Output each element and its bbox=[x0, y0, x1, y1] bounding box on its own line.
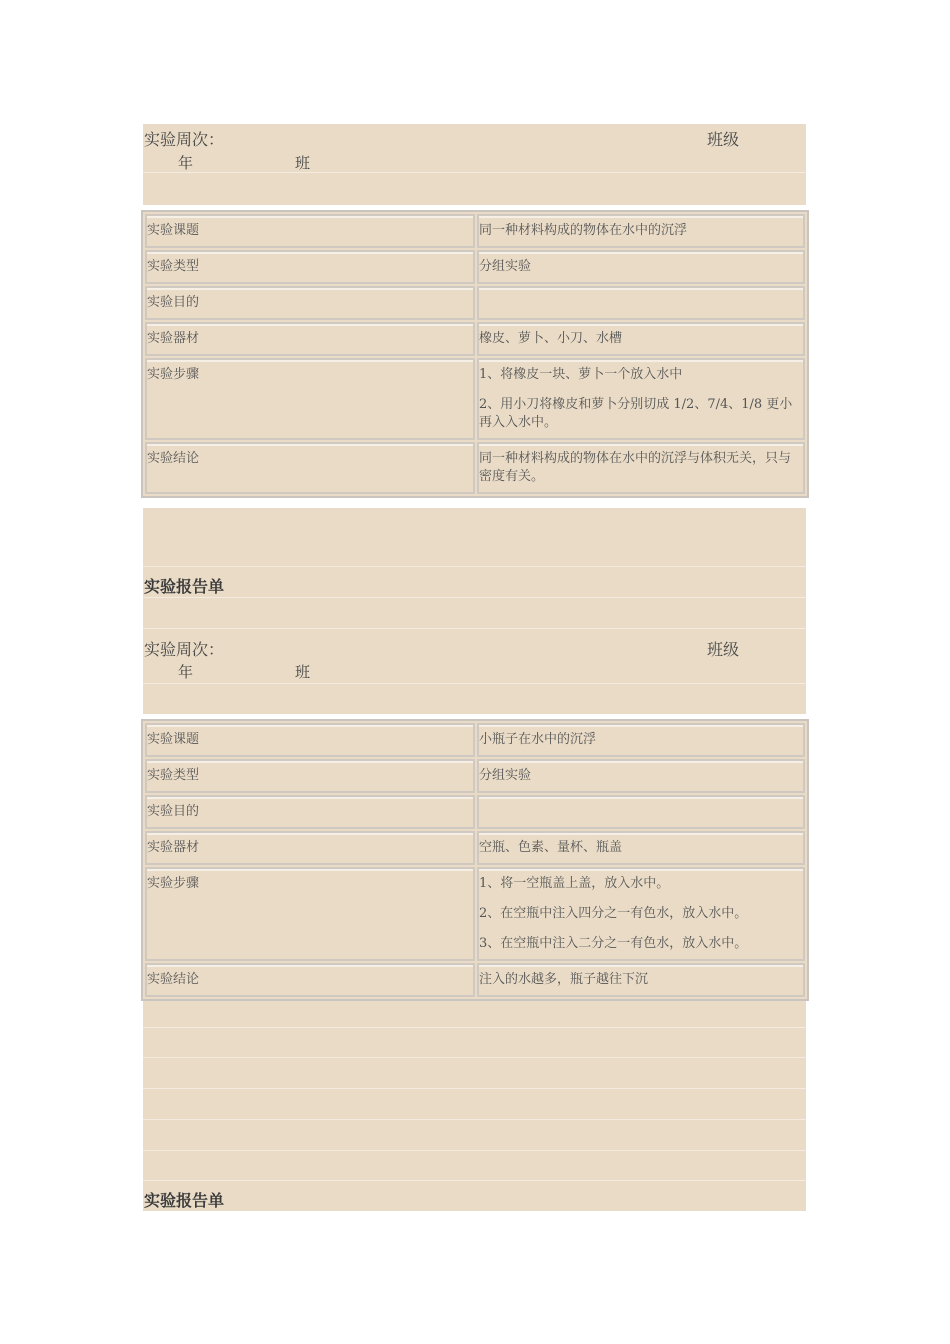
row-value-line: 注入的水越多，瓶子越往下沉 bbox=[479, 972, 649, 987]
divider bbox=[143, 683, 806, 684]
row-label: 实验器材 bbox=[145, 831, 475, 865]
row-value-line: 3、在空瓶中注入二分之一有色水，放入水中。 bbox=[479, 936, 748, 951]
report-table-2 bbox=[141, 719, 809, 1001]
row-value-line: 小瓶子在水中的沉浮 bbox=[479, 732, 597, 747]
row-label: 实验步骤 bbox=[145, 358, 475, 440]
divider bbox=[143, 1027, 806, 1028]
divider bbox=[143, 1088, 806, 1089]
divider bbox=[143, 172, 806, 173]
table-row bbox=[145, 322, 805, 356]
row-value bbox=[477, 831, 805, 865]
week-label: 实验周次： bbox=[144, 130, 225, 149]
divider bbox=[143, 1119, 806, 1120]
row-label: 实验目的 bbox=[145, 286, 475, 320]
row-value-line: 1、将橡皮一块、萝卜一个放入水中 bbox=[479, 367, 683, 382]
row-label: 实验课题 bbox=[145, 214, 475, 248]
row-value-line bbox=[479, 294, 803, 312]
section-band-2 bbox=[143, 996, 806, 1211]
row-label: 实验步骤 bbox=[145, 867, 475, 961]
row-value bbox=[477, 867, 805, 961]
row-value bbox=[477, 322, 805, 356]
row-value bbox=[477, 759, 805, 793]
report-table-1 bbox=[141, 210, 809, 498]
row-value-line: 1、将一空瓶盖上盖，放入水中。 bbox=[479, 876, 670, 891]
row-value-line bbox=[479, 803, 803, 821]
row-value-line: 2、在空瓶中注入四分之一有色水，放入水中。 bbox=[479, 906, 748, 921]
year-label: 年 bbox=[178, 663, 194, 681]
table-row bbox=[145, 831, 805, 865]
ban-label: 班 bbox=[295, 154, 311, 172]
row-label: 实验类型 bbox=[145, 250, 475, 284]
report-title: 实验报告单 bbox=[144, 1191, 225, 1210]
table-row bbox=[145, 214, 805, 248]
year-label: 年 bbox=[178, 154, 194, 172]
divider bbox=[143, 1150, 806, 1151]
divider bbox=[143, 1180, 806, 1181]
row-value-line: 同一种材料构成的物体在水中的沉浮 bbox=[479, 223, 688, 238]
row-label: 实验课题 bbox=[145, 723, 475, 757]
table-row bbox=[145, 442, 805, 494]
row-value bbox=[477, 723, 805, 757]
table-row bbox=[145, 759, 805, 793]
row-value bbox=[477, 795, 805, 829]
row-value-line: 分组实验 bbox=[479, 768, 532, 783]
row-value-line: 分组实验 bbox=[479, 259, 532, 274]
table-row bbox=[145, 963, 805, 997]
row-label: 实验结论 bbox=[145, 963, 475, 997]
table-row bbox=[145, 867, 805, 961]
week-label: 实验周次： bbox=[144, 640, 225, 659]
class-label: 班级 bbox=[707, 640, 740, 659]
row-label: 实验类型 bbox=[145, 759, 475, 793]
row-value bbox=[477, 214, 805, 248]
divider bbox=[143, 628, 806, 629]
table-row bbox=[145, 358, 805, 440]
row-value bbox=[477, 963, 805, 997]
divider bbox=[143, 566, 806, 567]
divider bbox=[143, 597, 806, 598]
row-label: 实验器材 bbox=[145, 322, 475, 356]
row-value-line: 2、用小刀将橡皮和萝卜分别切成 1/2、7/4、1/8 更小再入入水中。 bbox=[479, 397, 793, 430]
divider bbox=[143, 1057, 806, 1058]
row-value-line: 空瓶、色素、量杯、瓶盖 bbox=[479, 840, 623, 855]
row-label: 实验目的 bbox=[145, 795, 475, 829]
ban-label: 班 bbox=[295, 663, 311, 681]
report-title: 实验报告单 bbox=[144, 577, 225, 596]
row-value bbox=[477, 250, 805, 284]
row-value-line: 同一种材料构成的物体在水中的沉浮与体积无关，只与密度有关。 bbox=[479, 451, 792, 484]
row-value bbox=[477, 442, 805, 494]
table-row bbox=[145, 795, 805, 829]
table-row bbox=[145, 286, 805, 320]
table-row bbox=[145, 723, 805, 757]
row-value bbox=[477, 286, 805, 320]
row-label: 实验结论 bbox=[145, 442, 475, 494]
row-value bbox=[477, 358, 805, 440]
table-row bbox=[145, 250, 805, 284]
row-value-line: 橡皮、萝卜、小刀、水槽 bbox=[479, 331, 623, 346]
class-label: 班级 bbox=[707, 130, 740, 149]
